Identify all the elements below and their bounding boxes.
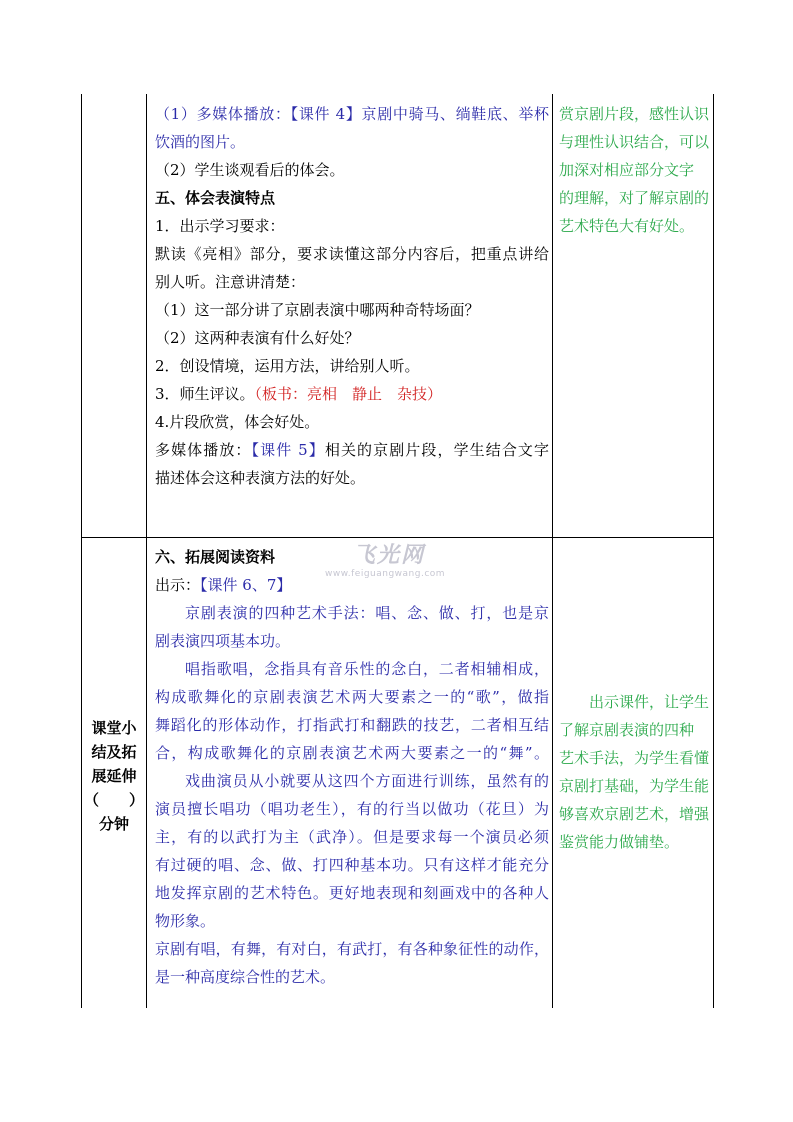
text-segment: 相关的京剧片段，学生结合文字	[324, 441, 549, 459]
text-segment: 剧表演四项基本功。	[155, 632, 291, 650]
note-line: 艺术特色大有好处。	[559, 217, 695, 235]
text-line	[155, 935, 549, 963]
text-segment: 2．创设情境，运用方法，讲给别人听。	[155, 357, 420, 375]
text-segment: 【课件 4】	[290, 105, 362, 123]
text-line	[155, 408, 549, 436]
watermark-url: www.feiguangwang.com	[325, 569, 446, 579]
note-line: 的理解，对了解京剧的	[559, 189, 710, 207]
row2-content-cell	[155, 543, 549, 991]
text-segment: 出示：	[155, 576, 201, 594]
text-line	[155, 128, 549, 156]
text-line	[155, 100, 549, 128]
text-segment: 多媒体播放：	[155, 441, 252, 459]
text-segment: 戏曲演员从小就要从这四个方面进行训练，虽然有的	[185, 772, 549, 790]
text-line	[155, 296, 549, 324]
watermark-brand: 飞光网	[353, 543, 426, 568]
note-line: 课堂小	[91, 719, 137, 737]
text-line	[155, 268, 549, 296]
text-line	[155, 823, 549, 851]
note-line: 了解京剧表演的四种	[559, 721, 695, 739]
text-segment: 是一种高度综合性的艺术。	[155, 968, 336, 986]
text-line	[155, 879, 549, 907]
text-segment: 演员擅长唱功（唱功老生），有的行当以做功（花旦）为	[155, 800, 549, 818]
note-line: 展延伸	[91, 767, 137, 785]
text-segment: 京剧中骑马、绱鞋底、举杯	[361, 105, 550, 123]
text-line	[155, 324, 549, 352]
note-line: 鉴赏能力做铺垫。	[559, 833, 680, 851]
row1-notes-cell	[559, 100, 709, 240]
note-line: 加深对相应部分文字	[559, 161, 695, 179]
note-line: 分钟	[98, 815, 129, 833]
table-row-divider	[81, 537, 714, 538]
note-line: 够喜欢京剧艺术，增强	[559, 805, 710, 823]
text-line	[155, 627, 549, 655]
note-line: 结及拓	[91, 743, 137, 761]
row1-content-cell	[155, 100, 549, 492]
row2-section-label	[82, 716, 146, 836]
text-line	[155, 683, 549, 711]
text-segment: 【课件 5】	[251, 441, 325, 459]
text-segment: 构成歌舞化的京剧表演艺术两大要素之一的“歌”，做指	[155, 688, 549, 706]
text-segment: （2）这两种表演有什么好处？	[155, 329, 360, 347]
note-line: 与理性认识结合，可以	[559, 133, 710, 151]
text-line	[155, 212, 549, 240]
note-line: 出示课件，让学生	[559, 693, 710, 711]
text-segment: 六、拓展阅读资料	[155, 548, 276, 566]
row2-notes-cell	[559, 688, 709, 856]
text-segment: 舞蹈化的形体动作，打指武打和翻跌的技艺，二者相互结	[155, 716, 549, 734]
text-segment: （1）这一部分讲了京剧表演中哪两种奇特场面？	[155, 301, 480, 319]
text-line	[155, 543, 549, 571]
text-line	[155, 711, 549, 739]
text-segment: 4.片段欣赏，体会好处。	[155, 413, 320, 431]
text-segment: 别人听。注意讲清楚：	[155, 273, 306, 291]
text-line	[155, 156, 549, 184]
note-line: （ ）	[83, 791, 144, 809]
text-segment: 京剧有唱，有舞，有对白，有武打，有各种象征性的动作，	[155, 940, 549, 958]
note-line: 艺术手法，为学生看懂	[559, 749, 710, 767]
text-segment: 地发挥京剧的艺术特色。更好地表现和刻画戏中的各种人	[155, 884, 549, 902]
table-border-left	[81, 94, 82, 1008]
text-line	[155, 571, 549, 599]
table-border-right	[713, 94, 714, 1008]
text-line	[155, 851, 549, 879]
text-segment: 物形象。	[155, 912, 216, 930]
table-divider-notes	[552, 94, 553, 1008]
text-line	[155, 184, 549, 212]
text-line	[155, 739, 549, 767]
text-line	[155, 380, 549, 408]
text-line	[155, 352, 549, 380]
text-line	[155, 767, 549, 795]
text-segment: 默读《亮相》部分，要求读懂这部分内容后，把重点讲给	[155, 245, 549, 263]
text-segment: 唱指歌唱，念指具有音乐性的念白，二者相辅相成，	[185, 660, 549, 678]
text-segment: 1．出示学习要求：	[155, 217, 285, 235]
text-segment: 京剧表演的四种艺术手法：唱、念、做、打，也是京	[185, 604, 549, 622]
text-segment: 饮酒的图片。	[155, 133, 246, 151]
note-line: 赏京剧片段，感性认识	[559, 105, 710, 123]
note-line: 京剧打基础，为学生能	[559, 777, 710, 795]
text-segment: 【课件 6、7】	[200, 576, 292, 594]
text-segment: 有过硬的唱、念、做、打四种基本功。只有这样才能充分	[155, 856, 549, 874]
text-line	[155, 655, 549, 683]
text-segment: （2）学生谈观看后的体会。	[155, 161, 345, 179]
text-segment: 五、体会表演特点	[155, 189, 276, 207]
text-segment: （1）多媒体播放：	[155, 105, 291, 123]
text-segment: （板书：亮相 静止 杂技）	[254, 385, 443, 403]
text-line	[155, 963, 549, 991]
text-segment: 主，有的以武打为主（武净）。但是要求每一个演员必须	[155, 828, 549, 846]
text-segment: 3．师生评议。	[155, 385, 255, 403]
table-divider-label	[146, 94, 147, 1008]
text-segment: 描述体会这种表演方法的好处。	[155, 469, 366, 487]
text-line	[155, 464, 549, 492]
text-line	[155, 240, 549, 268]
text-line	[155, 599, 549, 627]
text-line	[155, 436, 549, 464]
text-line	[155, 795, 549, 823]
text-line	[155, 907, 549, 935]
text-segment: 合，构成歌舞化的京剧表演艺术两大要素之一的“舞”。	[155, 744, 549, 762]
